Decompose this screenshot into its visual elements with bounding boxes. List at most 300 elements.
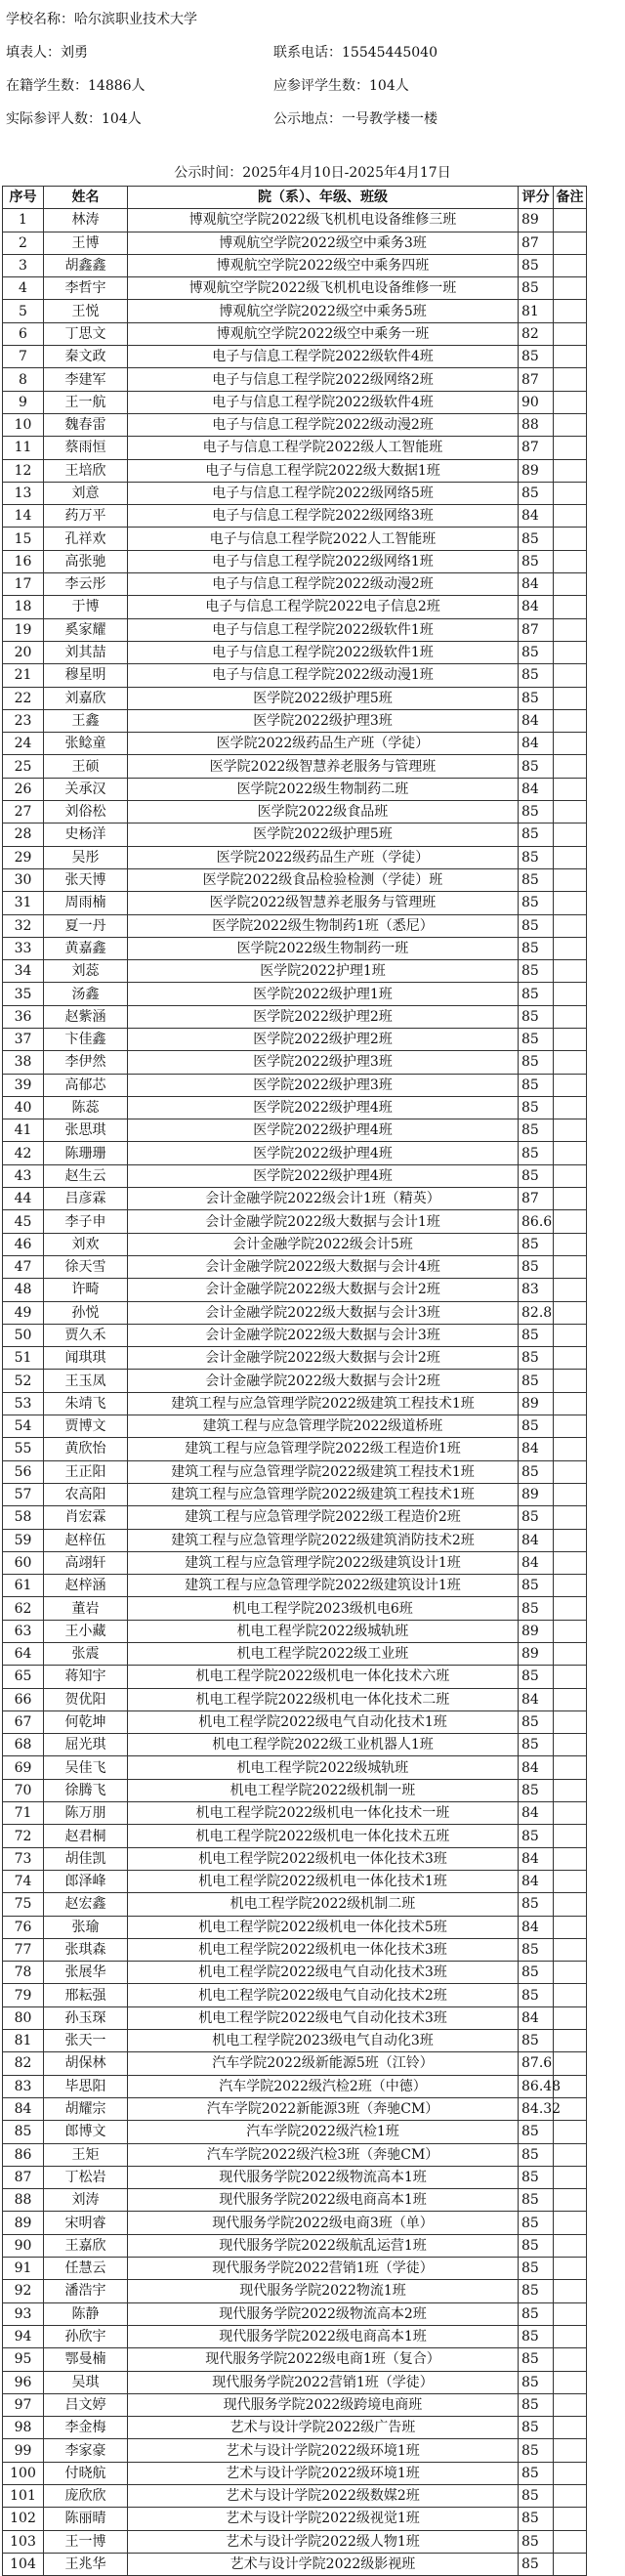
cell-remark xyxy=(554,1575,587,1597)
cell-remark xyxy=(554,618,587,641)
cell-class: 电子与信息工程学院2022级软件1班 xyxy=(128,641,519,663)
cell-remark xyxy=(554,664,587,687)
cell-score: 87 xyxy=(519,1188,554,1210)
cell-score: 82.8 xyxy=(519,1301,554,1324)
table-row xyxy=(3,1916,587,1938)
cell-remark xyxy=(554,1460,587,1483)
cell-remark xyxy=(554,937,587,959)
cell-index: 41 xyxy=(3,1119,44,1142)
cell-remark xyxy=(554,2393,587,2416)
filler: 填表人：刘勇 xyxy=(6,45,88,61)
cell-score: 85 xyxy=(519,664,554,687)
table-row xyxy=(3,2121,587,2143)
cell-class: 现代服务学院2022营销1班（学徒） xyxy=(128,2371,519,2393)
cell-name: 丁松岩 xyxy=(44,2166,128,2188)
cell-score: 85 xyxy=(519,846,554,868)
cell-index: 99 xyxy=(3,2439,44,2462)
cell-remark xyxy=(554,391,587,413)
cell-index: 82 xyxy=(3,2052,44,2075)
cell-class: 电子与信息工程学院2022级软件4班 xyxy=(128,346,519,368)
cell-class: 机电工程学院2022级机电一体化技术5班 xyxy=(128,1916,519,1938)
cell-class: 艺术与设计学院2022级环境1班 xyxy=(128,2439,519,2462)
cell-score: 84 xyxy=(519,709,554,732)
cell-class: 博观航空学院2022级空中乘务5班 xyxy=(128,300,519,322)
cell-remark xyxy=(554,1119,587,1142)
cell-class: 电子与信息工程学院2022级网络2班 xyxy=(128,368,519,391)
cell-class: 会计金融学院2022级大数据与会计3班 xyxy=(128,1301,519,1324)
cell-remark xyxy=(554,1893,587,1916)
cell-remark xyxy=(554,1529,587,1551)
table-row xyxy=(3,892,587,914)
cell-class: 汽车学院2022级汽检1班 xyxy=(128,2121,519,2143)
cell-name: 何乾坤 xyxy=(44,1710,128,1733)
cell-class: 会计金融学院2022级大数据与会计2班 xyxy=(128,1279,519,1301)
cell-index: 44 xyxy=(3,1188,44,1210)
cell-score: 85 xyxy=(519,687,554,709)
cell-index: 39 xyxy=(3,1074,44,1096)
table-row xyxy=(3,1666,587,1688)
col-header-name: 姓名 xyxy=(44,187,128,209)
cell-index: 26 xyxy=(3,778,44,800)
cell-remark xyxy=(554,209,587,232)
table-row xyxy=(3,2508,587,2530)
cell-remark xyxy=(554,983,587,1005)
cell-remark xyxy=(554,505,587,528)
cell-name: 赵生云 xyxy=(44,1164,128,1187)
cell-index: 40 xyxy=(3,1096,44,1119)
cell-name: 卞佳鑫 xyxy=(44,1028,128,1050)
cell-remark xyxy=(554,2258,587,2280)
cell-index: 80 xyxy=(3,2006,44,2029)
cell-remark xyxy=(554,1051,587,1074)
cell-remark xyxy=(554,1255,587,1278)
cell-score: 85 xyxy=(519,914,554,937)
cell-class: 博观航空学院2022级飞机机电设备维修三班 xyxy=(128,209,519,232)
cell-class: 机电工程学院2022级电气自动化技术3班 xyxy=(128,2006,519,2029)
cell-class: 医学院2022级护理5班 xyxy=(128,823,519,846)
table-row xyxy=(3,1233,587,1255)
table-row xyxy=(3,1074,587,1096)
table-row xyxy=(3,1301,587,1324)
cell-score: 85 xyxy=(519,2143,554,2166)
cell-remark xyxy=(554,755,587,778)
info-row-enrolled xyxy=(0,66,625,100)
cell-score: 84 xyxy=(519,505,554,528)
cell-score: 85 xyxy=(519,2508,554,2530)
cell-name: 胡耀宗 xyxy=(44,2097,128,2120)
cell-class: 现代服务学院2022级电商高本1班 xyxy=(128,2325,519,2347)
cell-score: 85 xyxy=(519,1597,554,1620)
table-row xyxy=(3,1188,587,1210)
cell-remark xyxy=(554,2143,587,2166)
cell-index: 1 xyxy=(3,209,44,232)
cell-remark xyxy=(554,868,587,891)
cell-class: 现代服务学院2022级跨境电商班 xyxy=(128,2393,519,2416)
cell-score: 85 xyxy=(519,1119,554,1142)
cell-remark xyxy=(554,1210,587,1233)
cell-class: 医学院2022级护理3班 xyxy=(128,709,519,732)
cell-score: 85 xyxy=(519,983,554,1005)
cell-name: 吴彤 xyxy=(44,846,128,868)
actual-participants: 实际参评人数：104人 xyxy=(6,111,142,127)
table-row xyxy=(3,528,587,550)
cell-class: 博观航空学院2022级空中乘务一班 xyxy=(128,322,519,345)
cell-index: 79 xyxy=(3,1984,44,2006)
cell-index: 18 xyxy=(3,596,44,618)
cell-score: 87 xyxy=(519,368,554,391)
cell-index: 36 xyxy=(3,1005,44,1028)
cell-score: 85 xyxy=(519,1984,554,2006)
table-row xyxy=(3,2348,587,2371)
cell-name: 王玉凤 xyxy=(44,1370,128,1392)
table-row xyxy=(3,1460,587,1483)
cell-score: 85 xyxy=(519,2212,554,2234)
cell-index: 102 xyxy=(3,2508,44,2530)
cell-score: 85 xyxy=(519,2325,554,2347)
cell-score: 90 xyxy=(519,391,554,413)
cell-score: 84 xyxy=(519,1688,554,1710)
cell-class: 会计金融学院2022级大数据与会计4班 xyxy=(128,1255,519,1278)
cell-class: 电子与信息工程学院2022级动漫2班 xyxy=(128,413,519,436)
cell-class: 现代服务学院2022物流1班 xyxy=(128,2280,519,2302)
cell-score: 85 xyxy=(519,755,554,778)
cell-score: 85 xyxy=(519,1051,554,1074)
cell-score: 85 xyxy=(519,801,554,823)
cell-remark xyxy=(554,2553,587,2575)
table-row xyxy=(3,1255,587,1278)
cell-index: 88 xyxy=(3,2189,44,2212)
table-row xyxy=(3,2553,587,2575)
cell-name: 王一博 xyxy=(44,2530,128,2553)
table-row xyxy=(3,300,587,322)
cell-index: 95 xyxy=(3,2348,44,2371)
cell-name: 农高阳 xyxy=(44,1483,128,1505)
table-row xyxy=(3,1847,587,1870)
cell-remark xyxy=(554,2121,587,2143)
cell-name: 李建军 xyxy=(44,368,128,391)
cell-remark xyxy=(554,846,587,868)
cell-remark xyxy=(554,1984,587,2006)
cell-index: 63 xyxy=(3,1620,44,1642)
table-row xyxy=(3,346,587,368)
cell-remark xyxy=(554,1142,587,1164)
cell-index: 61 xyxy=(3,1575,44,1597)
cell-remark xyxy=(554,2166,587,2188)
cell-index: 27 xyxy=(3,801,44,823)
cell-score: 85 xyxy=(519,277,554,300)
cell-remark xyxy=(554,528,587,550)
cell-remark xyxy=(554,641,587,663)
table-row xyxy=(3,1164,587,1187)
cell-score: 84.32 xyxy=(519,2097,554,2120)
cell-index: 31 xyxy=(3,892,44,914)
cell-score: 85 xyxy=(519,482,554,504)
table-row xyxy=(3,1415,587,1438)
cell-name: 吕彦霖 xyxy=(44,1188,128,1210)
cell-score: 85 xyxy=(519,1324,554,1346)
table-row xyxy=(3,2302,587,2325)
table-row xyxy=(3,1734,587,1756)
cell-class: 艺术与设计学院2022级视觉1班 xyxy=(128,2508,519,2530)
cell-name: 吴佳飞 xyxy=(44,1756,128,1779)
cell-score: 85 xyxy=(519,2280,554,2302)
cell-name: 宋明睿 xyxy=(44,2212,128,2234)
table-row xyxy=(3,1529,587,1551)
cell-index: 97 xyxy=(3,2393,44,2416)
cell-score: 84 xyxy=(519,2006,554,2029)
cell-index: 71 xyxy=(3,1802,44,1825)
cell-name: 任慧云 xyxy=(44,2258,128,2280)
table-row xyxy=(3,437,587,459)
table-row xyxy=(3,1756,587,1779)
cell-remark xyxy=(554,960,587,983)
cell-index: 21 xyxy=(3,664,44,687)
cell-name: 关承汉 xyxy=(44,778,128,800)
cell-class: 机电工程学院2022级机制二班 xyxy=(128,1893,519,1916)
cell-score: 85 xyxy=(519,2462,554,2484)
cell-remark xyxy=(554,459,587,482)
cell-score: 85 xyxy=(519,868,554,891)
cell-class: 建筑工程与应急管理学院2022级工程造价1班 xyxy=(128,1438,519,1460)
cell-score: 85 xyxy=(519,550,554,572)
cell-class: 现代服务学院2022营销1班（学徒） xyxy=(128,2258,519,2280)
cell-class: 现代服务学院2022级电商3班（单） xyxy=(128,2212,519,2234)
cell-score: 84 xyxy=(519,1802,554,1825)
cell-class: 机电工程学院2023级电气自动化3班 xyxy=(128,2030,519,2052)
cell-class: 电子与信息工程学院2022级网络3班 xyxy=(128,505,519,528)
table-row xyxy=(3,573,587,596)
table-row xyxy=(3,618,587,641)
cell-score: 85 xyxy=(519,2439,554,2462)
cell-score: 84 xyxy=(519,596,554,618)
cell-score: 89 xyxy=(519,1392,554,1415)
cell-class: 医学院2022级护理3班 xyxy=(128,1074,519,1096)
cell-class: 机电工程学院2022级城轨班 xyxy=(128,1756,519,1779)
cell-index: 56 xyxy=(3,1460,44,1483)
cell-index: 14 xyxy=(3,505,44,528)
table-row xyxy=(3,2530,587,2553)
cell-remark xyxy=(554,1164,587,1187)
cell-index: 37 xyxy=(3,1028,44,1050)
cell-score: 85 xyxy=(519,1710,554,1733)
cell-remark xyxy=(554,1370,587,1392)
cell-name: 高张驰 xyxy=(44,550,128,572)
cell-name: 郎博文 xyxy=(44,2121,128,2143)
cell-name: 王硕 xyxy=(44,755,128,778)
cell-remark xyxy=(554,1324,587,1346)
cell-index: 65 xyxy=(3,1666,44,1688)
cell-index: 49 xyxy=(3,1301,44,1324)
table-row xyxy=(3,482,587,504)
cell-name: 张展华 xyxy=(44,1962,128,1984)
cell-index: 51 xyxy=(3,1347,44,1370)
cell-index: 35 xyxy=(3,983,44,1005)
table-row xyxy=(3,2325,587,2347)
table-row xyxy=(3,2280,587,2302)
cell-remark xyxy=(554,1506,587,1529)
cell-index: 10 xyxy=(3,413,44,436)
cell-class: 艺术与设计学院2022级影视班 xyxy=(128,2553,519,2575)
cell-remark xyxy=(554,1916,587,1938)
table-row xyxy=(3,1347,587,1370)
cell-remark xyxy=(554,2462,587,2484)
cell-index: 68 xyxy=(3,1734,44,1756)
cell-class: 艺术与设计学院2022级数媒2班 xyxy=(128,2484,519,2507)
cell-remark xyxy=(554,1233,587,1255)
table-row xyxy=(3,2371,587,2393)
table-row xyxy=(3,2258,587,2280)
cell-remark xyxy=(554,1847,587,1870)
cell-name: 孙悦 xyxy=(44,1301,128,1324)
cell-name: 郎泽峰 xyxy=(44,1870,128,1892)
table-header-row xyxy=(3,187,587,209)
cell-remark xyxy=(554,1620,587,1642)
cell-score: 85 xyxy=(519,2258,554,2280)
table-row xyxy=(3,641,587,663)
cell-score: 85 xyxy=(519,1575,554,1597)
cell-remark xyxy=(554,1074,587,1096)
cell-class: 建筑工程与应急管理学院2022级道桥班 xyxy=(128,1415,519,1438)
cell-name: 林涛 xyxy=(44,209,128,232)
cell-score: 85 xyxy=(519,1506,554,1529)
table-row xyxy=(3,1119,587,1142)
table-row xyxy=(3,2484,587,2507)
table-row xyxy=(3,2189,587,2212)
cell-name: 李哲宇 xyxy=(44,277,128,300)
cell-score: 85 xyxy=(519,2166,554,2188)
cell-class: 医学院2022级智慧养老服务与管理班 xyxy=(128,755,519,778)
cell-index: 24 xyxy=(3,733,44,755)
cell-remark xyxy=(554,1688,587,1710)
cell-name: 孙欣宇 xyxy=(44,2325,128,2347)
cell-class: 会计金融学院2022级大数据与会计3班 xyxy=(128,1324,519,1346)
cell-class: 机电工程学院2022级电气自动化技术3班 xyxy=(128,1962,519,1984)
cell-index: 92 xyxy=(3,2280,44,2302)
cell-name: 王培欣 xyxy=(44,459,128,482)
cell-class: 医学院2022级护理4班 xyxy=(128,1119,519,1142)
cell-score: 84 xyxy=(519,1870,554,1892)
cell-index: 100 xyxy=(3,2462,44,2484)
cell-class: 医学院2022级药品生产班（学徒） xyxy=(128,733,519,755)
cell-remark xyxy=(554,1415,587,1438)
cell-name: 吕文婷 xyxy=(44,2393,128,2416)
cell-class: 机电工程学院2023级机电6班 xyxy=(128,1597,519,1620)
cell-score: 85 xyxy=(519,823,554,846)
cell-name: 赵梓涵 xyxy=(44,1575,128,1597)
table-row xyxy=(3,778,587,800)
cell-class: 机电工程学院2022级机电一体化技术3班 xyxy=(128,1938,519,1961)
table-row xyxy=(3,368,587,391)
cell-index: 7 xyxy=(3,346,44,368)
table-row xyxy=(3,1096,587,1119)
cell-name: 王正阳 xyxy=(44,1460,128,1483)
cell-score: 85 xyxy=(519,892,554,914)
cell-score: 87.6 xyxy=(519,2052,554,2075)
table-row xyxy=(3,1938,587,1961)
table-row xyxy=(3,1279,587,1301)
cell-name: 胡鑫鑫 xyxy=(44,254,128,276)
cell-name: 赵梓伍 xyxy=(44,1529,128,1551)
info-row-actual xyxy=(0,100,625,133)
cell-index: 74 xyxy=(3,1870,44,1892)
cell-score: 85 xyxy=(519,937,554,959)
cell-class: 医学院2022级生物制药二班 xyxy=(128,778,519,800)
cell-class: 医学院2022级护理1班 xyxy=(128,983,519,1005)
cell-name: 董岩 xyxy=(44,1597,128,1620)
cell-class: 汽车学院2022级汽检2班（中德） xyxy=(128,2075,519,2097)
cell-score: 85 xyxy=(519,2417,554,2439)
cell-index: 8 xyxy=(3,368,44,391)
cell-class: 建筑工程与应急管理学院2022级建筑设计1班 xyxy=(128,1575,519,1597)
table-row xyxy=(3,1597,587,1620)
contact-phone: 联系电话：15545445040 xyxy=(273,45,438,61)
cell-index: 46 xyxy=(3,1233,44,1255)
table-row xyxy=(3,2030,587,2052)
cell-score: 87 xyxy=(519,437,554,459)
cell-name: 秦文政 xyxy=(44,346,128,368)
cell-score: 85 xyxy=(519,1460,554,1483)
cell-remark xyxy=(554,2417,587,2439)
cell-remark xyxy=(554,709,587,732)
cell-score: 85 xyxy=(519,2302,554,2325)
table-row xyxy=(3,1802,587,1825)
cell-score: 85 xyxy=(519,2393,554,2416)
cell-class: 现代服务学院2022级航乱运营1班 xyxy=(128,2234,519,2257)
table-row xyxy=(3,1870,587,1892)
cell-class: 机电工程学院2022级机电一体化技术六班 xyxy=(128,1666,519,1688)
cell-name: 屈光琪 xyxy=(44,1734,128,1756)
cell-index: 9 xyxy=(3,391,44,413)
cell-index: 90 xyxy=(3,2234,44,2257)
cell-class: 建筑工程与应急管理学院2022级建筑工程技术1班 xyxy=(128,1483,519,1505)
cell-name: 史杨洋 xyxy=(44,823,128,846)
cell-index: 17 xyxy=(3,573,44,596)
cell-remark xyxy=(554,733,587,755)
cell-class: 博观航空学院2022级空中乘务四班 xyxy=(128,254,519,276)
cell-class: 现代服务学院2022级电商高本1班 xyxy=(128,2189,519,2212)
cell-class: 电子与信息工程学院2022级人工智能班 xyxy=(128,437,519,459)
cell-remark xyxy=(554,2508,587,2530)
cell-index: 50 xyxy=(3,1324,44,1346)
table-row xyxy=(3,1825,587,1847)
cell-score: 89 xyxy=(519,1483,554,1505)
cell-score: 85 xyxy=(519,1825,554,1847)
cell-index: 103 xyxy=(3,2530,44,2553)
cell-name: 黄嘉鑫 xyxy=(44,937,128,959)
table-row xyxy=(3,1028,587,1050)
cell-name: 刘蕊 xyxy=(44,960,128,983)
cell-name: 闻琪琪 xyxy=(44,1347,128,1370)
cell-class: 现代服务学院2022级电商1班（复合） xyxy=(128,2348,519,2371)
cell-name: 李金梅 xyxy=(44,2417,128,2439)
cell-class: 建筑工程与应急管理学院2022级建筑设计1班 xyxy=(128,1551,519,1574)
table-row xyxy=(3,733,587,755)
cell-name: 王悦 xyxy=(44,300,128,322)
table-row xyxy=(3,2143,587,2166)
cell-index: 42 xyxy=(3,1142,44,1164)
table-row xyxy=(3,505,587,528)
table-row xyxy=(3,2075,587,2097)
cell-index: 53 xyxy=(3,1392,44,1415)
table-row xyxy=(3,1324,587,1346)
cell-name: 黄欣怡 xyxy=(44,1438,128,1460)
cell-index: 48 xyxy=(3,1279,44,1301)
cell-score: 85 xyxy=(519,641,554,663)
table-row xyxy=(3,277,587,300)
cell-score: 85 xyxy=(519,1347,554,1370)
cell-class: 博观航空学院2022级空中乘务3班 xyxy=(128,232,519,254)
table-row xyxy=(3,983,587,1005)
